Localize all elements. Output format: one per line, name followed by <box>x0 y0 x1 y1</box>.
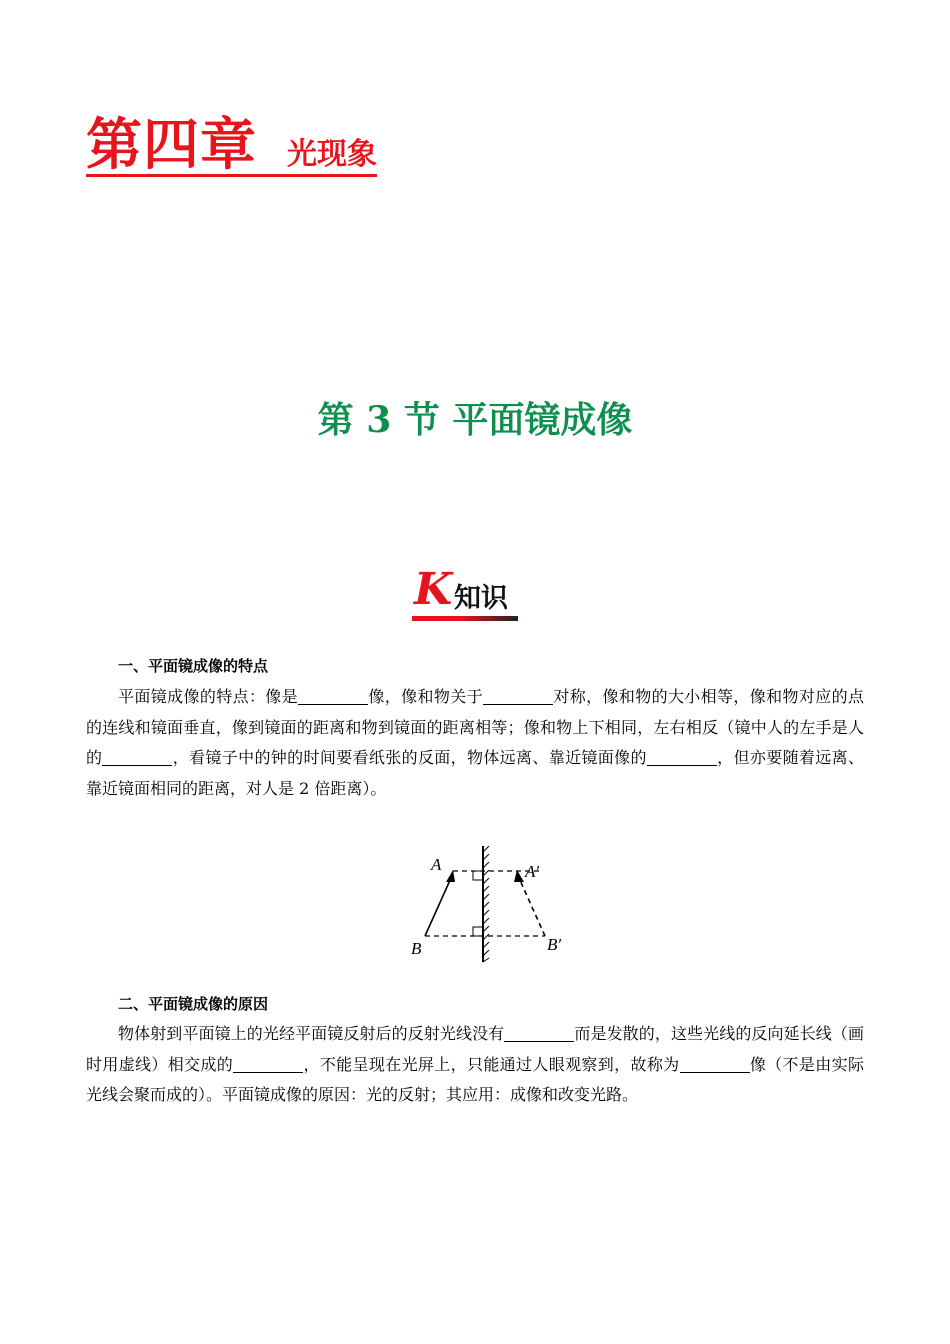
chapter-number: 第四章 <box>86 113 257 178</box>
heading-part2: 二、平面镜成像的原因 <box>118 995 269 1013</box>
text-segment: 对称，像和物的大小相等，像和物对应的点的连线和镜面垂直，像到镜面的距离和物到镜面的距离相等；像和物上下相同，左右相反（镜中人的左手是人的 <box>86 687 864 767</box>
chapter-name: 光现象 <box>287 137 377 172</box>
k-logo-letter: K <box>414 564 453 615</box>
label-a: A <box>431 855 442 874</box>
chapter-title <box>86 113 377 178</box>
badge-text: 知识 <box>454 583 508 614</box>
knowledge-badge <box>412 564 522 626</box>
fill-blank[interactable] <box>102 749 172 766</box>
text-segment: ，不能呈现在光屏上，只能通过人眼观察到，故称为 <box>303 1054 680 1074</box>
label-b: B <box>411 939 422 958</box>
label-a-prime: A′ <box>525 862 540 881</box>
heading-part1: 一、平面镜成像的特点 <box>118 657 269 675</box>
paragraph-part2 <box>86 1019 864 1111</box>
label-b-prime: B′ <box>547 935 562 954</box>
text-segment: 而是发散的，这些光线的反向延长线（画时用虚线）相交成的 <box>86 1024 864 1074</box>
fill-blank[interactable] <box>298 688 368 705</box>
section-title: 第 3 节 平面镜成像 <box>317 399 633 441</box>
object-arrow <box>425 878 451 936</box>
text-segment: 平面镜成像的特点：像是 <box>118 687 299 706</box>
text-segment: 像，像和物关于 <box>368 687 483 706</box>
paragraph-part1 <box>86 682 864 804</box>
text-segment: ，但亦要随着远离、靠近镜面相同的距离，对人是 2 倍距离）。 <box>86 748 864 798</box>
fill-blank[interactable] <box>483 688 553 705</box>
image-arrow-head <box>514 870 524 882</box>
text-segment: 像（不是由实际光线会聚而成的）。平面镜成像的原因：光的反射；其应用：成像和改变光路。 <box>86 1054 864 1104</box>
mirror-diagram <box>405 842 575 964</box>
text-segment: 物体射到平面镜上的光经平面镜反射后的反射光线没有 <box>118 1024 505 1043</box>
fill-blank[interactable] <box>647 749 717 766</box>
text-segment: ，看镜子中的钟的时间要看纸张的反面，物体远离、靠近镜面像的 <box>172 748 647 767</box>
object-arrow-head <box>446 870 455 882</box>
fill-blank[interactable] <box>233 1056 303 1073</box>
fill-blank[interactable] <box>680 1056 750 1073</box>
fill-blank[interactable] <box>504 1025 574 1042</box>
right-angle-mark <box>473 927 483 936</box>
badge-underline <box>412 616 518 621</box>
right-angle-mark <box>473 871 483 880</box>
image-arrow <box>519 878 545 936</box>
